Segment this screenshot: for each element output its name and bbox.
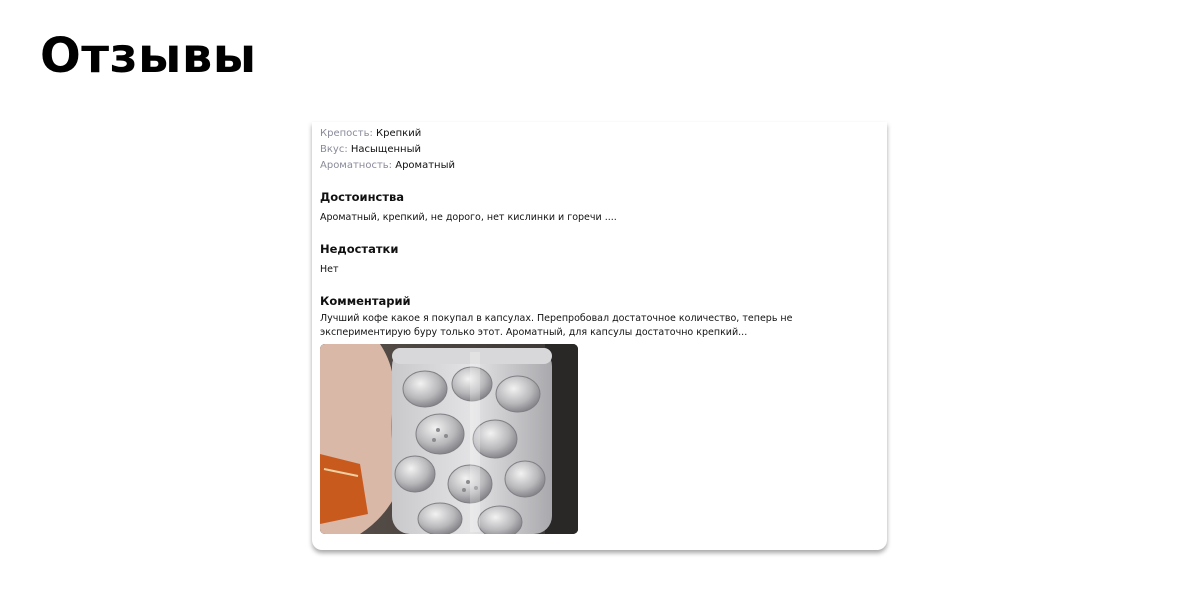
attribute-aroma — [320, 158, 879, 174]
disadvantages-text: Нет — [320, 264, 339, 275]
comment-title: Комментарий — [320, 294, 411, 308]
attribute-label: Вкус: — [320, 144, 348, 155]
disadvantages-section — [320, 241, 879, 277]
review-photo-capsules-jar-icon — [320, 344, 578, 534]
attribute-strength — [320, 126, 879, 142]
review-photo[interactable] — [320, 344, 578, 534]
attribute-value: Насыщенный — [350, 144, 421, 155]
comment-text: Лучший кофе какое я покупал в капсулах. Перепробовал достаточное количество, теперь не экспериментирую буру только этот. Ароматный, для капсулы достаточно крепкий... — [320, 313, 793, 338]
page-title: Отзывы — [40, 28, 257, 84]
attribute-value: Ароматный — [395, 160, 455, 171]
disadvantages-title: Недостатки — [320, 242, 399, 256]
advantages-section — [320, 189, 879, 225]
attribute-taste — [320, 142, 879, 158]
attribute-label: Ароматность: — [320, 160, 393, 171]
advantages-title: Достоинства — [320, 190, 405, 204]
attribute-value: Крепкий — [376, 128, 422, 139]
advantages-text: Ароматный, крепкий, не дорого, нет кислинки и горечи .... — [320, 212, 617, 223]
review-card — [312, 122, 887, 550]
comment-section — [320, 293, 879, 340]
attribute-label: Крепость: — [320, 128, 373, 139]
